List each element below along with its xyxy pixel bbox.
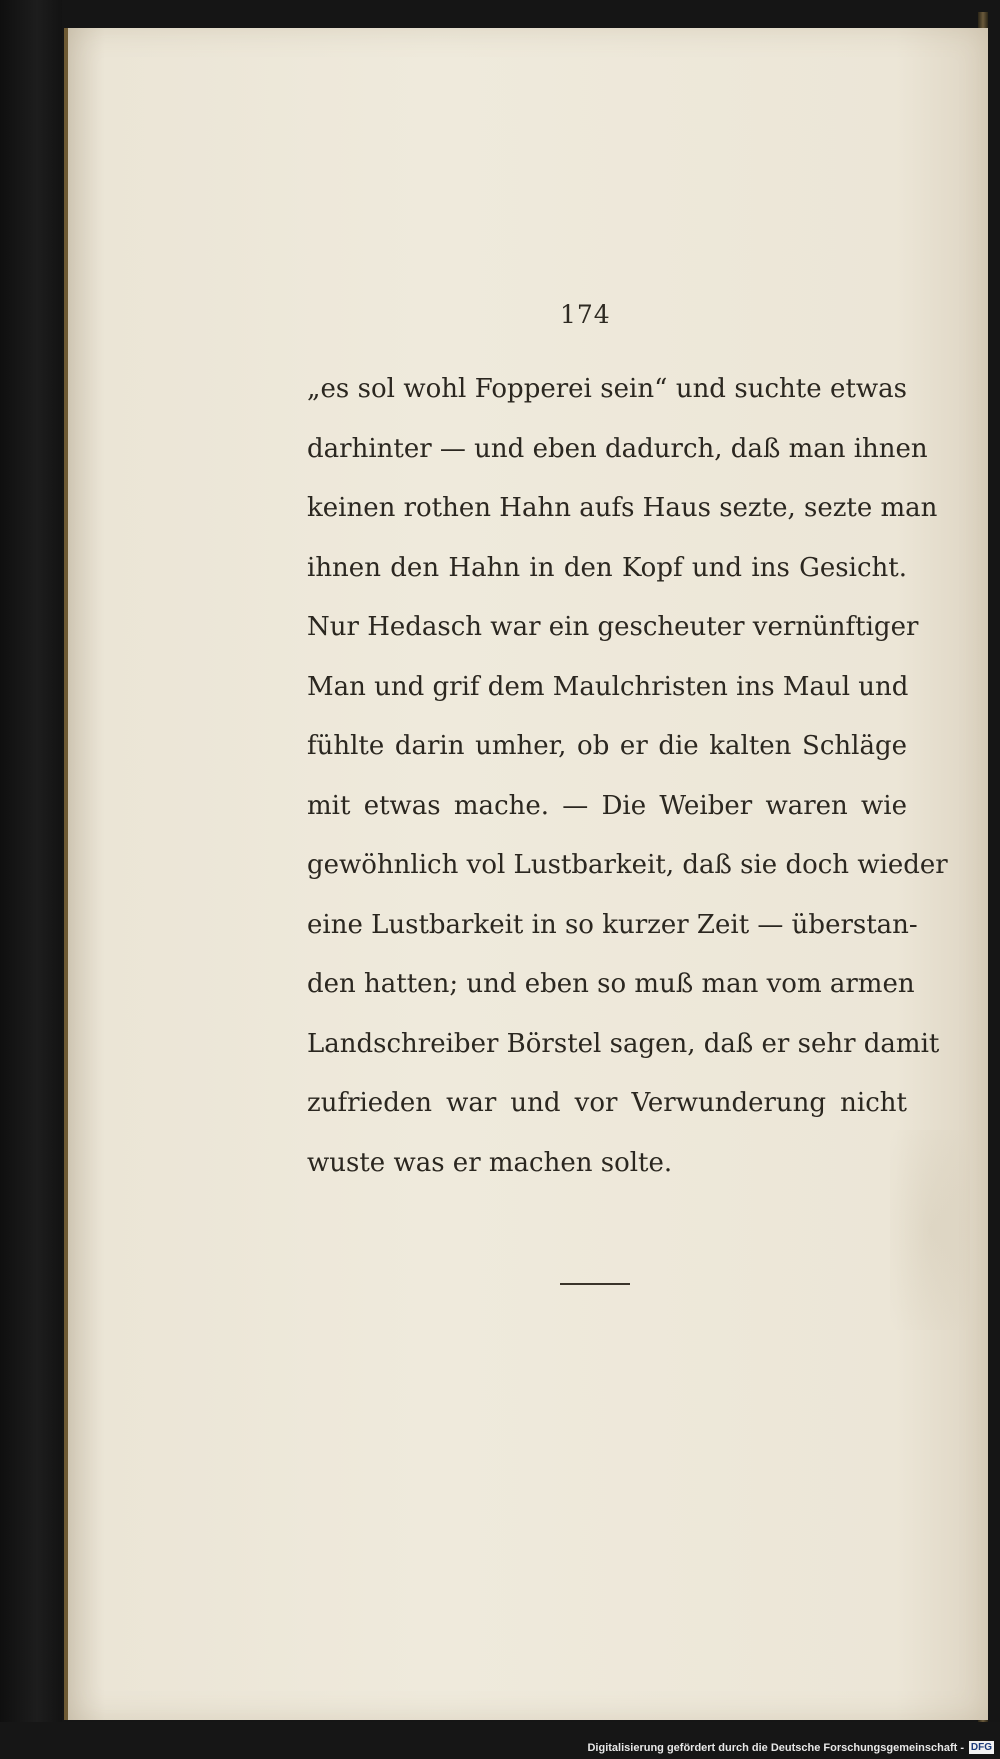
text-line: Landschreiber Börstel sagen, daß er sehr damit — [307, 1028, 940, 1059]
text-line: darhinter — und eben dadurch, daß man ihnen — [307, 433, 928, 464]
end-rule — [560, 1283, 630, 1285]
text-line: mit etwas mache. — Die Weiber waren wie — [307, 790, 907, 821]
text-line: wuste was er machen solte. — [307, 1147, 673, 1178]
text-line: fühlte darin umher, ob er die kalten Schläge — [307, 731, 907, 761]
text-line: ihnen den Hahn in den Kopf und ins Gesicht. — [307, 552, 907, 583]
body-text — [307, 360, 948, 1193]
book-spine — [0, 0, 62, 1759]
text-line: gewöhnlich vol Lustbarkeit, daß sie doch wieder — [307, 850, 948, 880]
text-line: keinen rothen Hahn aufs Haus sezte, sezte man — [307, 493, 938, 523]
page-number: 174 — [560, 300, 611, 329]
dfg-logo: DFG — [970, 1742, 992, 1753]
text-line: den hatten; und eben so muß man vom armen — [307, 969, 915, 999]
text-line: Nur Hedasch war ein gescheuter vernünftiger — [307, 612, 919, 642]
text-line: „es sol wohl Fopperei sein“ und suchte etwas — [307, 374, 907, 404]
text-line: eine Lustbarkeit in so kurzer Zeit — überstan- — [307, 909, 918, 940]
text-line: Man und grif dem Maulchristen ins Maul und — [307, 671, 909, 702]
text-line: zufrieden war und vor Verwunderung nicht — [307, 1088, 907, 1118]
funding-credit: Digitalisierung gefördert durch die Deutsche Forschungsgemeinschaft - — [587, 1742, 964, 1754]
